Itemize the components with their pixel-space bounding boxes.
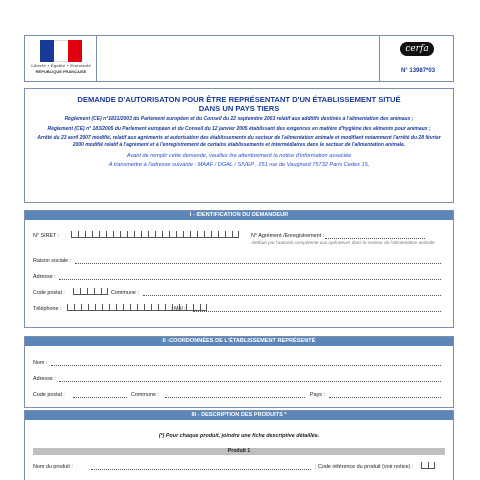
nom-produit-input[interactable]: [91, 469, 311, 470]
adresse-label: Adresse :: [33, 274, 56, 280]
commune-input[interactable]: [165, 397, 305, 398]
section-1-heading: I - IDENTIFICATION DU DEMANDEUR: [25, 211, 453, 220]
section-3-heading: III - DESCRIPTION DES PRODUITS *: [25, 411, 453, 420]
cerfa-number: N° 13987*03: [400, 68, 436, 74]
commune-label: Commune :: [131, 392, 159, 398]
raison-sociale-label: Raison sociale :: [33, 258, 72, 264]
republic-name: RÉPUBLIQUE FRANÇAISE: [35, 69, 87, 74]
nom-input[interactable]: [51, 365, 441, 366]
code-reference-label: ; Code référence du produit (voir notice) :: [315, 464, 414, 470]
regulation-1: Règlement (CE) n°1831/2003 du Parlement européen et du Conseil du 22 septembre 2003 relatif aux additifs destinés à l'alimentation des animaux ;: [64, 116, 414, 122]
regulation-2: Règlement (CE) n° 183/2005 du Parlement européen et du Conseil du 12 janvier 2005 établissant des exigences en matière d'hygiène des aliments pour animaux ;: [47, 125, 431, 132]
section-product-description: [24, 410, 454, 480]
section-represented-establishment: [24, 336, 454, 408]
mailing-address: A transmettre à l'adresse suivante : MAAF / DGAL / SIVEP , 251 rue de Vaugirard 75732 Paris Cedex 15,: [108, 162, 370, 168]
code-postal-input[interactable]: [73, 288, 108, 295]
code-postal-label: Code postal :: [33, 392, 65, 398]
republic-motto: Liberté • Égalité • Fraternité: [31, 63, 91, 68]
form-header: [24, 35, 454, 82]
telephone-input[interactable]: [67, 304, 207, 311]
adresse-input[interactable]: [59, 279, 441, 280]
mel-label: ; Mél :: [171, 306, 186, 312]
pays-input[interactable]: [329, 397, 441, 398]
commune-input[interactable]: [143, 295, 441, 296]
header-middle-box: [97, 36, 380, 81]
nom-label: Nom :: [33, 360, 48, 366]
title-block: [24, 88, 454, 203]
notice-instruction: Avant de remplir cette demande, veuillez lire attentivement la notice d'information associée: [126, 153, 352, 159]
product-1-bar: Produit 1: [33, 448, 445, 455]
code-postal-input[interactable]: [73, 397, 127, 398]
siret-input[interactable]: [71, 231, 239, 238]
regulation-3: Arrêté du 23 avril 2007 modifié, relatif aux agréments et autorisation des établissements du secteur de l'alimentation animale et modifiant notamment l'arrêté du 28 février 2000 modifié relatif à l'agrément et à l'enregistrement de certains établissements et intermédiaires dans le secteur de l'alimentation animale.: [37, 135, 441, 148]
mel-input[interactable]: [193, 311, 441, 312]
form-title: DEMANDE D'AUTORISATON POUR ÊTRE REPRÉSENTANT D'UN ÉTABLISSEMENT SITUÉ: [77, 95, 401, 104]
cerfa-box: [380, 36, 453, 81]
product-instruction: (*) Pour chaque produit, joindre une fiche descriptive détaillée.: [158, 433, 320, 439]
code-reference-input[interactable]: [421, 462, 435, 469]
republic-logo-box: [25, 36, 97, 81]
commune-label: Commune :: [111, 290, 139, 296]
marianne-logo: [40, 40, 82, 62]
form-title-line2: DANS UN PAYS TIERS: [198, 104, 280, 113]
cerfa-logo: cerfa: [400, 42, 434, 56]
pays-label: Pays :: [310, 392, 325, 398]
adresse-input[interactable]: [59, 381, 441, 382]
section-applicant-identification: [24, 210, 454, 328]
section-2-heading: II -COORDONNÉES DE L'ÉTABLISSEMENT REPRÉSENTÉ: [25, 337, 453, 346]
raison-sociale-input[interactable]: [75, 263, 441, 264]
agrement-label: N° Agrément /Enregistrement :: [251, 233, 325, 239]
agrement-note: Attribué par l'autorité compétente aux opérateurs dans le secteur de l'alimentation animale: [251, 240, 435, 245]
adresse-label: Adresse :: [33, 376, 56, 382]
nom-produit-label: Nom du produit :: [33, 464, 73, 470]
siret-label: N° SIRET :: [33, 233, 60, 239]
code-postal-label: Code postal :: [33, 290, 65, 296]
telephone-label: Téléphone :: [33, 306, 62, 312]
